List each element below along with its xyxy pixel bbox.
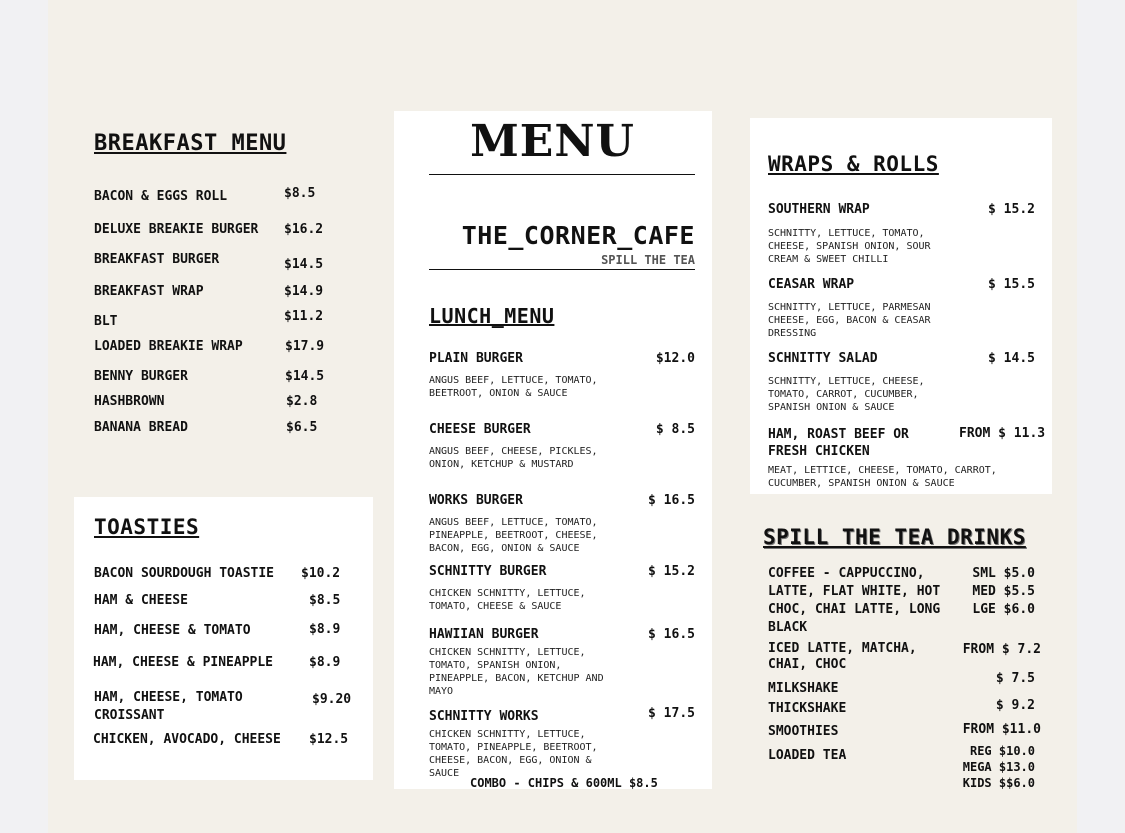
menu-item-name: BLT — [94, 314, 118, 329]
combo-offer: COMBO - CHIPS & 600ML $8.5 — [470, 776, 658, 790]
menu-item-name: DELUXE BREAKIE BURGER — [94, 222, 259, 237]
drink-name: COFFEE - CAPPUCCINO, LATTE, FLAT WHITE, HOT CHOC, CHAI LATTE, LONG BLACK — [768, 566, 941, 635]
menu-item-description: CHICKEN SCHNITTY, LETTUCE, TOMATO, PINEAPPLE, BEETROOT, CHEESE, BACON, EGG, ONION & SAUCE — [429, 729, 598, 779]
drink-price: FROM $ 7.2 — [962, 642, 1041, 657]
menu-item-price: $ 14.5 — [988, 351, 1035, 366]
drink-name: ICED LATTE, MATCHA, CHAI, CHOC — [768, 641, 917, 672]
menu-item-price: $12.5 — [309, 732, 349, 747]
menu-item-name: SCHNITTY BURGER — [429, 564, 547, 579]
menu-item-name: HAM & CHEESE — [94, 593, 188, 608]
menu-item-name: BREAKFAST WRAP — [94, 284, 204, 299]
menu-item-price: $ 15.5 — [988, 277, 1035, 292]
menu-item-name: BACON & EGGS ROLL — [94, 189, 228, 204]
drink-price: MED $5.5 — [972, 584, 1035, 599]
menu-item-name: HAM, CHEESE, TOMATO CROISSANT — [94, 690, 243, 723]
menu-item-name: HASHBROWN — [94, 394, 165, 409]
menu-item-name: BENNY BURGER — [94, 369, 188, 384]
menu-item-name: SOUTHERN WRAP — [768, 202, 870, 217]
menu-item-name: CHEESE BURGER — [429, 422, 531, 437]
menu-item-description: MEAT, LETTICE, CHEESE, TOMATO, CARROT, CUCUMBER, SPANISH ONION & SAUCE — [768, 465, 997, 489]
menu-item-description: SCHNITTY, LETTUCE, CHEESE, TOMATO, CARROT, CUCUMBER, SPANISH ONION & SAUCE — [768, 376, 925, 413]
divider — [429, 269, 695, 270]
menu-item-description: ANGUS BEEF, LETTUCE, TOMATO, BEETROOT, ONION & SAUCE — [429, 375, 598, 399]
menu-item-price: $ 17.5 — [648, 706, 695, 721]
menu-item-price: $9.20 — [312, 692, 352, 707]
drink-price: KIDS $$6.0 — [962, 776, 1035, 790]
menu-item-price: $16.2 — [284, 222, 324, 237]
cafe-tagline: SPILL THE TEA — [601, 253, 695, 267]
menu-item-name: BREAKFAST BURGER — [94, 252, 220, 267]
menu-item-price: $8.5 — [309, 593, 341, 608]
drink-price: MEGA $13.0 — [962, 760, 1035, 774]
menu-item-price: $17.9 — [285, 339, 325, 354]
drink-price: SML $5.0 — [972, 566, 1035, 581]
wraps-title: WRAPS & ROLLS — [768, 152, 939, 176]
menu-item-price: $10.2 — [301, 566, 341, 581]
menu-item-description: SCHNITTY, LETTUCE, TOMATO, CHEESE, SPANISH ONION, SOUR CREAM & SWEET CHILLI — [768, 228, 931, 265]
lunch-menu-title: LUNCH_MENU — [429, 304, 555, 328]
drink-name: THICKSHAKE — [768, 701, 847, 716]
drink-price: $ 7.5 — [995, 671, 1035, 686]
drink-price: FROM $11.0 — [962, 722, 1041, 737]
breakfast-menu-title: BREAKFAST MENU — [94, 131, 287, 156]
menu-item-price: $ 16.5 — [648, 493, 695, 508]
menu-item-price: $ 8.5 — [655, 422, 695, 437]
menu-item-name: HAM, ROAST BEEF OR FRESH CHICKEN — [768, 427, 909, 459]
menu-item-price: $ 16.5 — [648, 627, 695, 642]
menu-item-name: PLAIN BURGER — [429, 351, 523, 366]
menu-item-name: SCHNITTY WORKS — [429, 709, 539, 724]
menu-item-price: $12.0 — [655, 351, 695, 366]
drink-name: SMOOTHIES — [768, 724, 839, 739]
menu-item-name: HAWIIAN BURGER — [429, 627, 539, 642]
menu-item-description: CHICKEN SCHNITTY, LETTUCE, TOMATO, SPANISH ONION, PINEAPPLE, BACON, KETCHUP AND MAYO — [429, 647, 604, 697]
drink-price: LGE $6.0 — [972, 602, 1035, 617]
drink-name: LOADED TEA — [768, 748, 847, 763]
drinks-title: SPILL THE TEA DRINKS — [763, 525, 1026, 549]
menu-item-name: WORKS BURGER — [429, 493, 523, 508]
drink-price: $ 9.2 — [995, 698, 1035, 713]
menu-item-description: ANGUS BEEF, CHEESE, PICKLES, ONION, KETCHUP & MUSTARD — [429, 446, 598, 470]
menu-item-description: CHICKEN SCHNITTY, LETTUCE, TOMATO, CHEESE & SAUCE — [429, 588, 586, 612]
menu-item-price: $11.2 — [284, 309, 324, 324]
menu-item-name: SCHNITTY SALAD — [768, 351, 878, 366]
menu-item-price: $2.8 — [286, 394, 318, 409]
cafe-name: THE_CORNER_CAFE — [461, 221, 695, 250]
menu-item-name: CHICKEN, AVOCADO, CHEESE — [93, 732, 281, 747]
menu-item-description: ANGUS BEEF, LETTUCE, TOMATO, PINEAPPLE, BEETROOT, CHEESE, BACON, EGG, ONION & SAUCE — [429, 517, 598, 554]
menu-item-price: $8.9 — [309, 622, 341, 637]
menu-item-price: $14.5 — [284, 257, 324, 272]
menu-item-name: CEASAR WRAP — [768, 277, 855, 292]
menu-item-price: $14.5 — [285, 369, 325, 384]
menu-item-name: BANANA BREAD — [94, 420, 188, 435]
divider — [429, 174, 695, 175]
menu-item-price: $8.5 — [284, 186, 316, 201]
drink-price: REG $10.0 — [969, 744, 1035, 758]
menu-item-name: HAM, CHEESE & TOMATO — [94, 623, 251, 638]
menu-item-price: FROM $ 11.3 — [959, 426, 1046, 441]
menu-item-price: $8.9 — [309, 655, 341, 670]
menu-item-price: $ 15.2 — [648, 564, 695, 579]
menu-item-description: SCHNITTY, LETTUCE, PARMESAN CHEESE, EGG, BACON & CEASAR DRESSING — [768, 302, 931, 339]
menu-item-name: LOADED BREAKIE WRAP — [94, 339, 243, 354]
menu-item-price: $6.5 — [286, 420, 318, 435]
menu-item-price: $14.9 — [284, 284, 324, 299]
menu-item-name: BACON SOURDOUGH TOASTIE — [94, 566, 275, 581]
menu-item-name: HAM, CHEESE & PINEAPPLE — [93, 655, 274, 670]
toasties-title: TOASTIES — [94, 515, 200, 539]
menu-item-price: $ 15.2 — [988, 202, 1035, 217]
drink-name: MILKSHAKE — [768, 681, 839, 696]
menu-heading: MENU — [470, 116, 635, 167]
